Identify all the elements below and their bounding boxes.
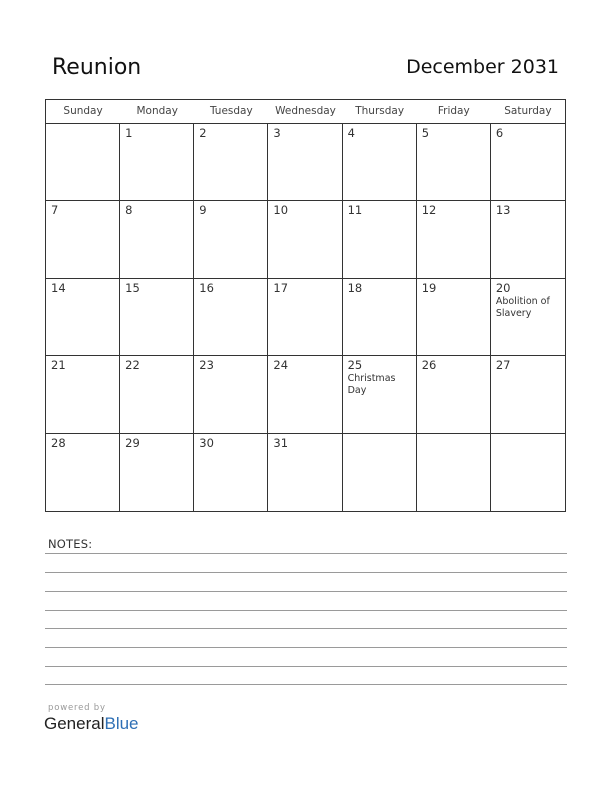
holiday-label-line: Christmas [347, 373, 396, 385]
day-number: 25 [347, 358, 363, 373]
day-number: 17 [273, 280, 289, 295]
day-number: 19 [421, 280, 437, 295]
day-number: 27 [495, 358, 511, 373]
day-cell [268, 124, 342, 201]
note-line [45, 610, 567, 611]
day-cell [343, 434, 417, 511]
day-cell [491, 279, 565, 356]
day-cell [120, 201, 194, 278]
day-cell [268, 434, 342, 511]
holiday-label-line: Slavery [495, 307, 532, 319]
note-line [45, 591, 567, 592]
day-cell [120, 124, 194, 201]
day-number: 2 [199, 126, 207, 140]
day-number: 13 [495, 203, 511, 218]
day-number: 9 [199, 203, 207, 218]
day-cell [46, 356, 120, 433]
day-cell [120, 356, 194, 433]
day-cell [417, 124, 491, 201]
day-cell [46, 279, 120, 356]
day-number: 30 [199, 435, 214, 450]
day-number: 11 [347, 203, 363, 218]
day-number: 24 [273, 358, 289, 373]
day-cell [46, 124, 120, 201]
powered-by-text: powered by [48, 703, 106, 713]
day-cell [194, 279, 268, 356]
day-cell [491, 201, 565, 278]
day-cell [194, 434, 268, 511]
day-cell [491, 124, 565, 201]
note-line [45, 628, 567, 629]
note-line [45, 684, 567, 685]
weekday-sunday: Sunday [63, 105, 103, 117]
day-cell [194, 201, 268, 278]
day-number: 12 [421, 203, 437, 218]
day-cell [343, 201, 417, 278]
day-number: 14 [51, 280, 66, 295]
day-cell [120, 434, 194, 511]
day-cell [46, 201, 120, 278]
note-line [45, 647, 567, 648]
day-number: 28 [51, 435, 66, 450]
day-number: 5 [421, 126, 430, 140]
day-cell [417, 434, 491, 511]
day-number: 8 [125, 203, 133, 218]
day-number: 16 [199, 280, 214, 295]
day-number: 20 [495, 280, 511, 295]
day-cell [194, 124, 268, 201]
day-cell [417, 201, 491, 278]
day-cell [417, 356, 491, 433]
day-number: 10 [273, 203, 289, 218]
weekday-friday: Friday [437, 105, 470, 117]
note-line [45, 666, 567, 667]
notes-label: NOTES: [48, 537, 93, 551]
weekday-monday: Monday [136, 105, 178, 117]
day-cell [343, 279, 417, 356]
day-number: 7 [51, 203, 59, 218]
month-year-label: December 2031 [406, 56, 559, 78]
day-number: 29 [125, 435, 140, 450]
day-number: 21 [51, 358, 66, 373]
weekday-thursday: Thursday [355, 105, 405, 117]
day-number: 26 [421, 358, 437, 373]
day-number: 31 [273, 435, 289, 450]
brand-name [44, 714, 139, 734]
calendar-grid [45, 99, 566, 512]
day-cell [343, 124, 417, 201]
weekday-tuesday: Tuesday [209, 105, 253, 117]
note-line [45, 572, 567, 573]
day-cell [194, 356, 268, 433]
holiday-label [348, 373, 411, 397]
day-number: 23 [199, 358, 214, 373]
day-cell [491, 434, 565, 511]
day-cell [120, 279, 194, 356]
weekday-wednesday: Wednesday [275, 105, 336, 117]
weekday-saturday: Saturday [504, 105, 552, 117]
weekday-header-row [46, 100, 565, 124]
generalblue-logo [44, 703, 139, 734]
day-cell [417, 279, 491, 356]
day-cell [343, 356, 417, 433]
day-number: 6 [495, 126, 504, 140]
brand-general-text: General [44, 714, 105, 733]
day-number: 15 [125, 280, 140, 295]
day-cell [268, 356, 342, 433]
holiday-label [496, 296, 560, 320]
day-number: 18 [347, 280, 363, 295]
brand-blue-text: Blue [104, 714, 139, 733]
note-line [45, 553, 567, 554]
day-cell [268, 279, 342, 356]
day-number: 22 [125, 358, 140, 373]
region-title: Reunion [52, 55, 142, 80]
day-cell [46, 434, 120, 511]
day-number: 3 [273, 126, 281, 140]
day-number: 1 [125, 126, 133, 140]
holiday-label-line: Abolition of [495, 295, 550, 307]
day-number: 4 [347, 126, 355, 140]
holiday-label-line: Day [347, 385, 367, 397]
day-cell [268, 201, 342, 278]
day-cell [491, 356, 565, 433]
calendar-body [46, 124, 565, 511]
